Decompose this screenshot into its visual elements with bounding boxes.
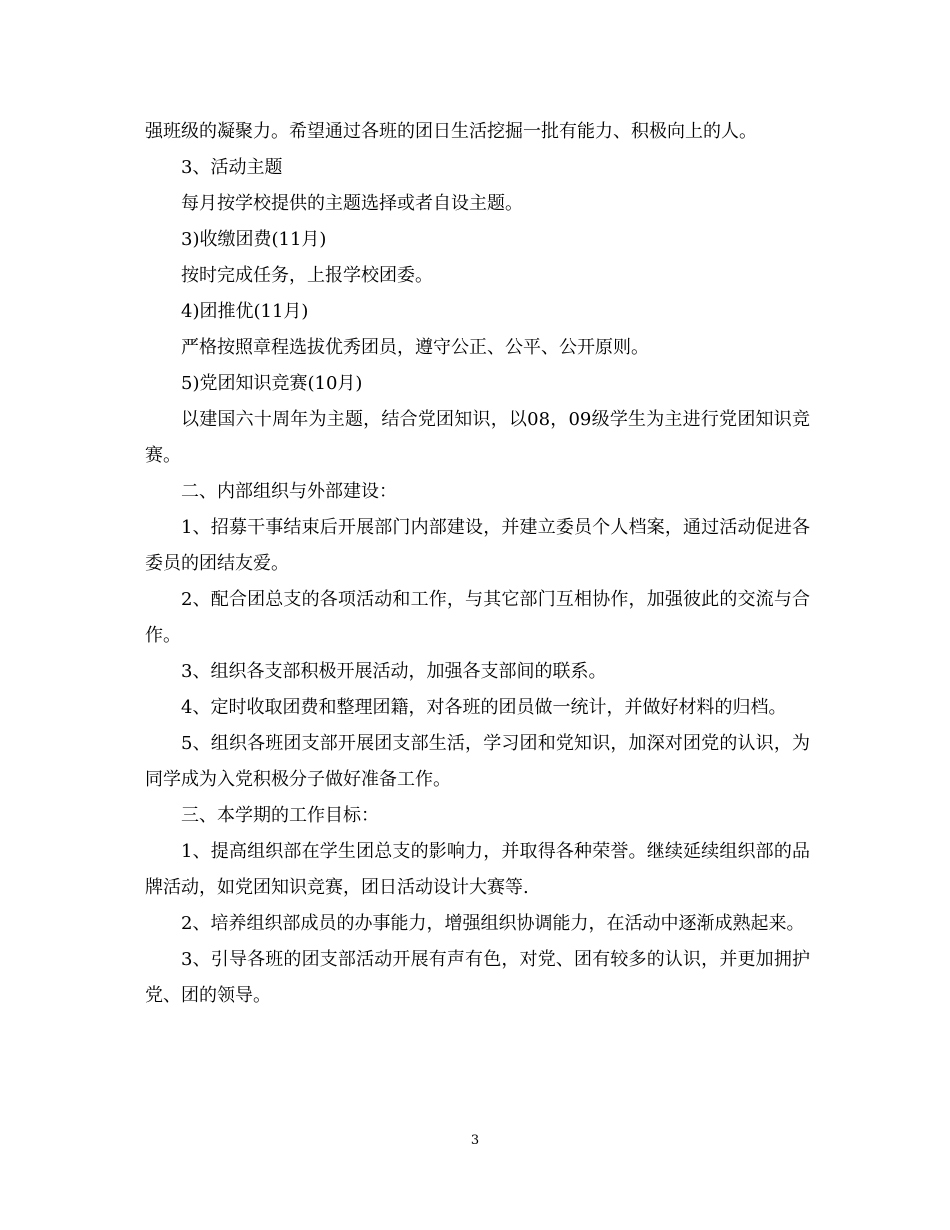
document-body xyxy=(145,114,810,1014)
paragraph: 2、配合团总支的各项活动和工作，与其它部门互相协作，加强彼此的交流与合作。 xyxy=(145,589,810,646)
paragraph: 按时完成任务，上报学校团委。 xyxy=(181,265,433,286)
paragraph: 1、提高组织部在学生团总支的影响力，并取得各种荣誉。继续延续组织部的品牌活动，如党团知识竞赛，团日活动设计大赛等. xyxy=(145,841,810,898)
paragraph: 2、培养组织部成员的办事能力，增强组织协调能力，在活动中逐渐成熟起来。 xyxy=(181,913,805,934)
paragraph: 3、活动主题 xyxy=(181,157,283,178)
paragraph: 5、组织各班团支部开展团支部生活，学习团和党知识，加深对团党的认识，为同学成为入党积极分子做好准备工作。 xyxy=(145,733,810,790)
paragraph: 每月按学校提供的主题选择或者自设主题。 xyxy=(181,193,523,214)
paragraph: 三、本学期的工作目标： xyxy=(181,805,379,826)
paragraph: 以建国六十周年为主题，结合党团知识，以08，09级学生为主进行党团知识竞赛。 xyxy=(145,409,810,466)
paragraph: 3、组织各支部积极开展活动，加强各支部间的联系。 xyxy=(181,661,607,682)
paragraph: 严格按照章程选拔优秀团员，遵守公正、公平、公开原则。 xyxy=(181,337,649,358)
paragraph: 3)收缴团费(11月) xyxy=(181,229,327,250)
paragraph: 1、招募干事结束后开展部门内部建设，并建立委员个人档案，通过活动促进各委员的团结友爱。 xyxy=(145,517,810,574)
paragraph: 强班级的凝聚力。希望通过各班的团日生活挖掘一批有能力、积极向上的人。 xyxy=(145,121,757,142)
paragraph: 4)团推优(11月) xyxy=(181,301,309,322)
page-number: 3 xyxy=(470,1133,480,1148)
paragraph: 4、定时收取团费和整理团籍，对各班的团员做一统计，并做好材料的归档。 xyxy=(181,697,787,718)
paragraph: 5)党团知识竞赛(10月) xyxy=(181,373,363,394)
paragraph: 二、内部组织与外部建设： xyxy=(181,481,397,502)
paragraph: 3、引导各班的团支部活动开展有声有色，对党、团有较多的认识，并更加拥护党、团的领导。 xyxy=(145,949,810,1006)
